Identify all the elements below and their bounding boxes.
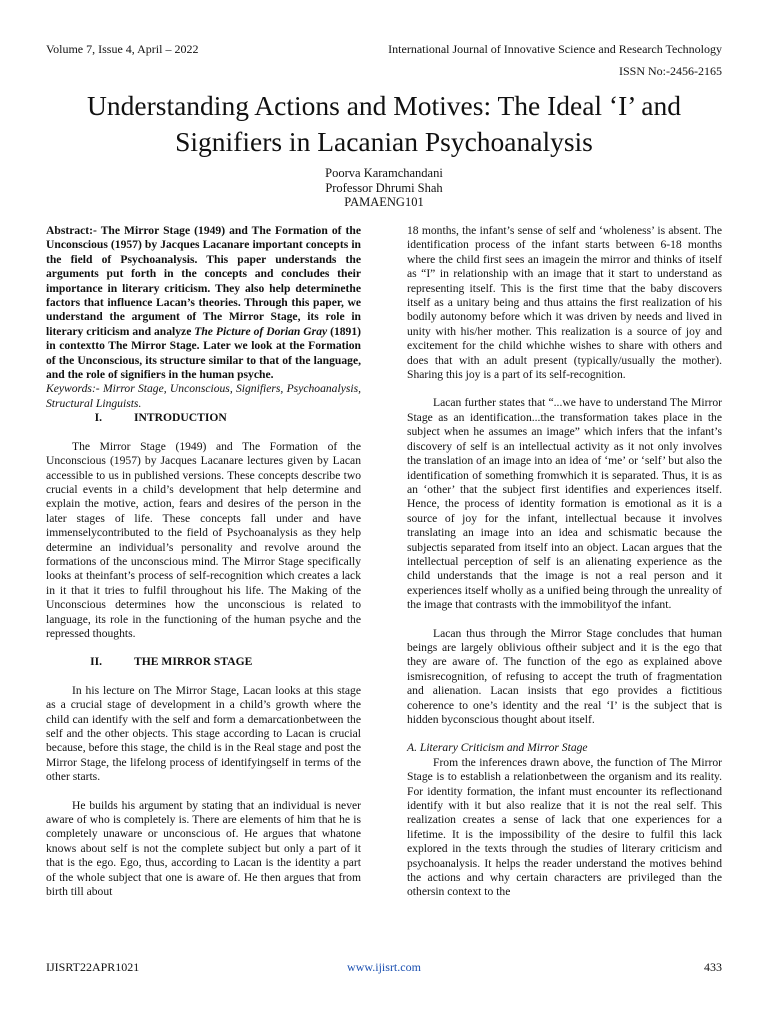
author-professor: Professor Dhrumi Shah bbox=[325, 180, 443, 195]
author-name: Poorva Karamchandani bbox=[325, 166, 443, 180]
section-title: THE MIRROR STAGE bbox=[134, 655, 253, 669]
section-heading-introduction bbox=[46, 411, 361, 425]
mirror-stage-paragraph-3: 18 months, the infant’s sense of self and ‘wholeness’ is absent. The identification process of the infant starts between 6-18 months where the child first sees an imagein the mirror and thinks of itself as “I” in relationship with an image that it start to understand as representing itself. This is the first time that the baby discovers itself as a unitary being and thus attains the first realization of his bodily autonomy before which it was driven by needs and lived in unity with his/her mother. This realization is a source of joy and excitement for the child whichhe wishes to share with others and does that with an adult present (typically/usually the mother). Sharing this joy is a part of its self-recognition. bbox=[407, 224, 722, 382]
page-number: 433 bbox=[704, 960, 722, 974]
subsection-heading-literary-criticism: A. Literary Criticism and Mirror Stage bbox=[407, 741, 588, 755]
keywords: Keywords:- Mirror Stage, Unconscious, Signifiers, Psychoanalysis, Structural Linguists. bbox=[46, 382, 361, 410]
volume-info: Volume 7, Issue 4, April – 2022 bbox=[46, 42, 199, 56]
abstract-book-title: The Picture of Dorian Gray bbox=[194, 324, 328, 338]
left-column bbox=[46, 224, 361, 899]
paper-code: IJISRT22APR1021 bbox=[46, 960, 140, 974]
section-heading-mirror-stage bbox=[46, 655, 361, 669]
mirror-stage-paragraph-2: He builds his argument by stating that an individual is never aware of who is completely is. There are elements of him that he is completely unaware or unconscious of. He argues that whatone knows about self is not the complete subject but only a part of it that is the ego. Ego, thus, according to Lacan is the identity a part of the whole subject that one is aware of. He then argues that from birth till about bbox=[46, 798, 361, 899]
title-line-1: Understanding Actions and Motives: The Ideal ‘I’ and bbox=[87, 90, 681, 121]
author-block bbox=[0, 166, 768, 210]
abstract-text-2: (1891) in contextto The Mirror Stage. Later we look at the Formation of the Unconscious, its structure similar to that of the language, and the role of signifiers in the human psyche. bbox=[46, 324, 361, 382]
title-line-2: Signifiers in Lacanian Psychoanalysis bbox=[175, 126, 593, 157]
right-column bbox=[407, 224, 722, 900]
mirror-stage-paragraph-1: In his lecture on The Mirror Stage, Lacan looks at this stage as a crucial stage of development in a child’s growth where the child can identify with the self and form a demarcationbetween the self and the other objects. This stage according to Lacan is crucial because, before this stage, the child is in the Real stage and post the Mirror Stage, the lifelong process of identifyingself in terms of the other starts. bbox=[46, 683, 361, 784]
paper-title bbox=[40, 88, 728, 160]
website-link[interactable]: www.ijisrt.com bbox=[347, 960, 421, 974]
section-number: II. bbox=[90, 655, 102, 669]
section-title: INTRODUCTION bbox=[134, 411, 227, 425]
author-code: PAMAENG101 bbox=[344, 195, 424, 209]
journal-name: International Journal of Innovative Science and Research Technology bbox=[388, 42, 722, 56]
mirror-stage-paragraph-4: Lacan further states that “...we have to understand The Mirror Stage as an identification...the transformation takes place in the subject when he assumes an image” which infers that the infant’s discovery of self is an intellectual activity as it not only involves the translation of an image into an idea of ‘me’ or ‘self’ but also the identification of something fromwhich it is separated. Thus, it is as an ‘other’ that the subject first identifies and experiences itself. Hence, the process of identity formation is emotional as it is a source of joy for the infant, intellectual because it involves translating an image into an idea and schismatic because the subjectis separated from itself into an object. Lacan argues that the intellectual perception of self is an alienating experience as the child understands that the image is not a real person and it experiences itself wholly as a unified being through the unreality of the image that contrasts with the immobilityof the infant. bbox=[407, 396, 722, 612]
introduction-paragraph: The Mirror Stage (1949) and The Formation of the Unconscious (1957) by Jacques Lacanare lectures given by Lacan accessible to us in published versions. These concepts describe two crucial events in a child’s development that help determine and explain the motive, action, fears and desires of the person in the later stages of life. These concepts fall under and have immenselycontributed to the field of Psychoanalysis as they help determine an individual’s personality and revolve around the formations of the unconscious mind. The Mirror Stage specifically looks at theinfant’s process of self-recognition which creates a lack in it that it tries to fulfil throughout his life. The Making of the Unconscious determines how the unconscious is related to language, its role in the functioning of the human psyche and the repressed thoughts. bbox=[46, 439, 361, 640]
section-number: I. bbox=[94, 411, 102, 425]
abstract-text-1: Abstract:- The Mirror Stage (1949) and The Formation of the Unconscious (1957) by Jacques Lacanare important concepts in the field of Psychoanalysis. This paper understands the arguments put forth in the concepts and concludes their importance in literary criticism. They also help determinethe factors that influence Lacan’s theories. Through this paper, we understand the argument of The Mirror Stage, its role in literary criticism and analyze bbox=[46, 224, 361, 338]
literary-criticism-paragraph: From the inferences drawn above, the function of The Mirror Stage is to establish a relationbetween the organism and its reality. For identity formation, the infant must encounter its reflectionand identify with it but also realize that it is not the real self. This realization creates a sense of lack that one experiences for a lifetime. It is the impossibility of the desire to fulfil this lack explored in the texts through the studies of literary criticism and psychoanalysis. It helps the reader understand the motives behind the actions and why certain characters are privileged than the othersin context to the bbox=[407, 755, 722, 899]
issn: ISSN No:-2456-2165 bbox=[618, 64, 722, 78]
mirror-stage-paragraph-5: Lacan thus through the Mirror Stage concludes that human beings are largely oblivious oftheir subject and it is the ego that they are aware of. The function of the ego as explained above ismisrecognition, of refusing to accept the truth of fragmentation and alienation. Lacan insists that ego provides a fictitious coherence to one’s identity and the real ‘I’ is the subject that is hidden byconscious thought about itself. bbox=[407, 626, 722, 726]
abstract bbox=[46, 224, 361, 382]
